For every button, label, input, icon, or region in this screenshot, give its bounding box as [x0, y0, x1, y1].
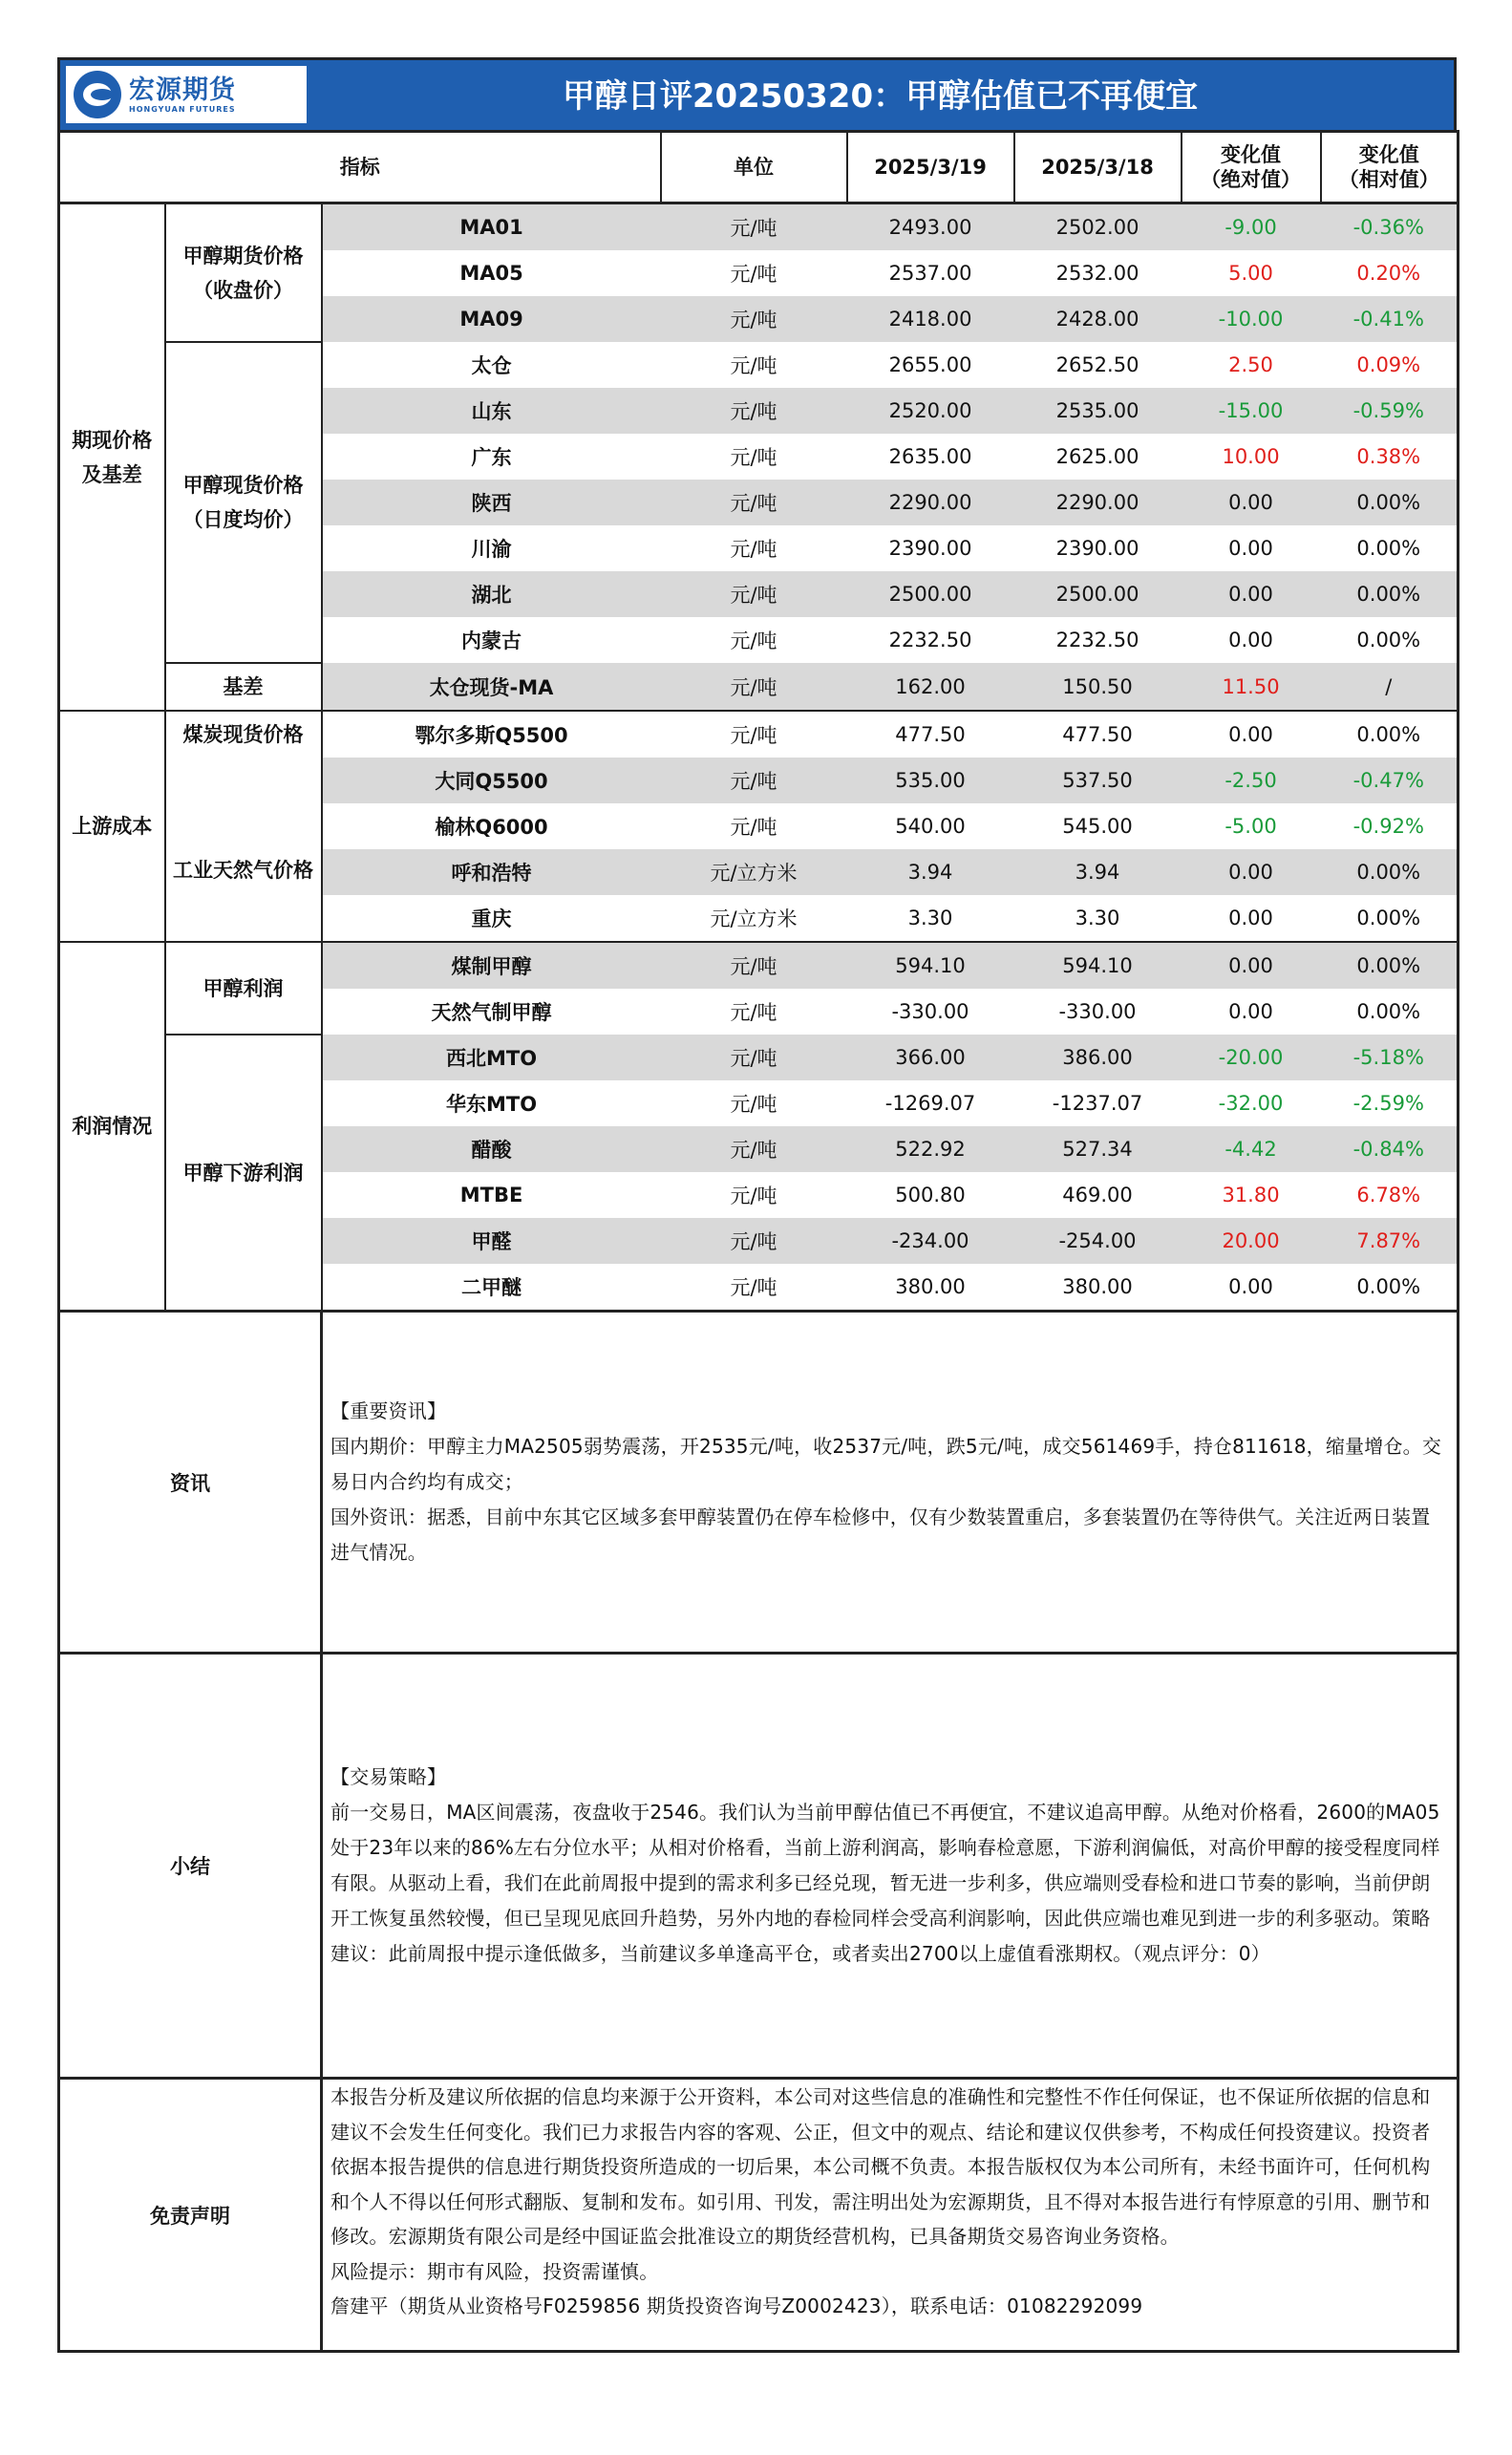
- row-unit: 元/吨: [730, 630, 777, 652]
- row-abs-change: -2.50: [1182, 758, 1321, 803]
- row-value-date1: -234.00: [847, 1218, 1014, 1264]
- group-coal: 煤炭现货价格: [165, 711, 322, 849]
- row-rel-change: 0.20%: [1356, 262, 1421, 285]
- row-value-date2: 2390.00: [1055, 537, 1139, 560]
- row-value-date1: 3.30: [907, 907, 953, 929]
- row-value-date1: 366.00: [847, 1035, 1014, 1080]
- row-abs-change: 0.00: [1228, 629, 1273, 651]
- row-value-date1: 3.94: [847, 849, 1014, 895]
- row-rel-change: 0.00%: [1321, 480, 1459, 525]
- row-value-date1: 162.00: [847, 663, 1014, 711]
- row-abs-change: -20.00: [1182, 1035, 1321, 1080]
- row-unit: 元/吨: [661, 1035, 847, 1080]
- disclaimer-content: [322, 2079, 1459, 2352]
- row-value-date2: 3.94: [1014, 849, 1182, 895]
- row-value-date1: 522.92: [847, 1126, 1014, 1172]
- row-rel-change: 0.00%: [1321, 942, 1459, 989]
- row-unit: 元/吨: [661, 663, 847, 711]
- row-unit: 元/吨: [661, 942, 847, 989]
- row-rel-change: 0.00%: [1321, 849, 1459, 895]
- row-rel-change: 0.38%: [1356, 445, 1421, 468]
- col-header-date2: 2025/3/18: [1014, 132, 1182, 203]
- row-name: 陕西: [322, 480, 661, 525]
- row-name: MA09: [322, 296, 661, 342]
- row-value-date1: 2418.00: [847, 296, 1014, 342]
- col-header-indicator: 指标: [59, 132, 661, 203]
- row-name: 二甲醚: [461, 1276, 522, 1299]
- row-abs-change: 0.00: [1182, 942, 1321, 989]
- news-label: 资讯: [59, 1312, 322, 1654]
- row-rel-change: 7.87%: [1321, 1218, 1459, 1264]
- news-domestic: 国内期价：甲醇主力MA2505弱势震荡，开2535元/吨，收2537元/吨，跌5元/吨，成交561469手，持仓811618，缩量增仓。交易日内合约均有成交；: [330, 1435, 1442, 1493]
- row-unit: 元/吨: [661, 1218, 847, 1264]
- row-name: 华东MTO: [445, 1093, 538, 1116]
- news-heading: 【重要资讯】: [330, 1399, 447, 1422]
- row-value-date2: 150.50: [1014, 663, 1182, 711]
- row-abs-change: 0.00: [1228, 1275, 1273, 1298]
- report-sheet: [57, 57, 1457, 2353]
- row-unit: 元/吨: [661, 388, 847, 434]
- row-unit: 元/立方米: [710, 907, 798, 930]
- row-name: 甲醛: [322, 1218, 661, 1264]
- row-unit: 元/吨: [661, 480, 847, 525]
- row-abs-change: 0.00: [1182, 480, 1321, 525]
- row-rel-change: 0.00%: [1356, 1000, 1421, 1023]
- row-value-date2: 2502.00: [1014, 203, 1182, 251]
- row-rel-change: -0.47%: [1321, 758, 1459, 803]
- risk-notice: 风险提示：期市有风险，投资需谨慎。: [330, 2259, 659, 2283]
- row-name: 天然气制甲醇: [431, 1001, 552, 1024]
- row-unit: 元/吨: [730, 263, 777, 286]
- company-logo: [66, 66, 307, 123]
- group-methanol-profit: 甲醇利润: [165, 942, 322, 1035]
- row-value-date2: 2652.50: [1055, 353, 1139, 376]
- row-value-date2: 2532.00: [1055, 262, 1139, 285]
- row-abs-change: 0.00: [1228, 537, 1273, 560]
- row-name: 呼和浩特: [322, 849, 661, 895]
- group-futures: 甲醇期货价格（收盘价）: [165, 203, 322, 343]
- row-value-date2: -1237.07: [1052, 1092, 1143, 1115]
- row-rel-change: 0.00%: [1356, 723, 1421, 746]
- row-abs-change: 0.00: [1182, 571, 1321, 617]
- news-content: [322, 1312, 1459, 1654]
- row-rel-change: -0.92%: [1352, 815, 1424, 838]
- row-value-date2: 469.00: [1062, 1184, 1133, 1206]
- row-unit: 元/吨: [730, 724, 777, 747]
- row-unit: 元/吨: [661, 758, 847, 803]
- title-bar: [57, 57, 1457, 130]
- row-abs-change: 5.00: [1228, 262, 1273, 285]
- logo-icon: [74, 71, 121, 118]
- row-value-date1: 2500.00: [847, 571, 1014, 617]
- row-abs-change: 0.00: [1182, 849, 1321, 895]
- row-name: 大同Q5500: [322, 758, 661, 803]
- row-rel-change: 0.00%: [1356, 629, 1421, 651]
- summary-heading: 【交易策略】: [330, 1765, 447, 1788]
- row-name: 西北MTO: [322, 1035, 661, 1080]
- row-abs-change: 20.00: [1182, 1218, 1321, 1264]
- row-value-date2: 2535.00: [1014, 388, 1182, 434]
- row-rel-change: 0.09%: [1356, 353, 1421, 376]
- row-abs-change: 2.50: [1228, 353, 1273, 376]
- row-rel-change: -0.59%: [1321, 388, 1459, 434]
- report-title: 甲醇日评20250320：甲醇估值已不再便宜: [562, 77, 1199, 116]
- table-row: [59, 663, 1459, 711]
- row-value-date1: 2290.00: [847, 480, 1014, 525]
- logo-name-en: HONGYUAN FUTURES: [129, 104, 236, 114]
- row-abs-change: 0.00: [1228, 907, 1273, 929]
- row-rel-change: -5.18%: [1321, 1035, 1459, 1080]
- row-unit: 元/吨: [730, 538, 777, 561]
- row-value-date2: -254.00: [1014, 1218, 1182, 1264]
- row-unit: 元/吨: [730, 1185, 777, 1207]
- row-unit: 元/吨: [730, 1276, 777, 1299]
- row-rel-change: -2.59%: [1352, 1092, 1424, 1115]
- data-table: [57, 130, 1459, 2353]
- row-value-date2: 545.00: [1062, 815, 1133, 838]
- row-name: 山东: [322, 388, 661, 434]
- table-row: [59, 849, 1459, 895]
- row-value-date1: -330.00: [891, 1000, 969, 1023]
- row-value-date2: 380.00: [1062, 1275, 1133, 1298]
- row-abs-change: -9.00: [1182, 203, 1321, 251]
- summary-content: [322, 1654, 1459, 2079]
- table-row: [59, 342, 1459, 388]
- row-abs-change: 31.80: [1222, 1184, 1280, 1206]
- row-value-date1: -1269.07: [884, 1092, 976, 1115]
- section-upstream: 上游成本: [59, 711, 165, 942]
- row-value-date1: 2390.00: [888, 537, 972, 560]
- row-value-date1: 2655.00: [888, 353, 972, 376]
- row-name: 湖北: [322, 571, 661, 617]
- row-rel-change: -0.84%: [1321, 1126, 1459, 1172]
- disclaimer-label: 免责声明: [59, 2079, 322, 2352]
- row-value-date1: 477.50: [895, 723, 966, 746]
- row-name: 煤制甲醇: [322, 942, 661, 989]
- row-name: 川渝: [471, 538, 512, 561]
- row-value-date2: 2290.00: [1014, 480, 1182, 525]
- row-rel-change: 6.78%: [1356, 1184, 1421, 1206]
- table-row: [59, 203, 1459, 251]
- summary-body: 前一交易日，MA区间震荡，夜盘收于2546。我们认为当前甲醇估值已不再便宜，不建议追高甲醇。从绝对价格看，2600的MA05处于23年以来的86%左右分位水平；从相对价格看，当前上游利润高，影响春检意愿，下游利润偏低，对高价甲醇的接受程度同样有限。从驱动上看，我们在此前周报中提到的需求利多已经兑现，暂无进一步利多，供应端则受春检和进口节奏的影响，当前伊朗开工恢复虽然较慢，但已呈现见底回升趋势，另外内地的春检同样会受高利润影响，因此供应端也难见到进一步的利多驱动。策略建议：此前周报中提示逢低做多，当前建议多单逢高平仓，或者卖出2700以上虚值看涨期权。（观点评分：0）: [330, 1801, 1440, 1965]
- row-abs-change: 0.00: [1228, 1000, 1273, 1023]
- section-spot-basis: 期现价格及基差: [59, 203, 165, 712]
- row-value-date2: 527.34: [1014, 1126, 1182, 1172]
- row-name: 太仓现货-MA: [322, 663, 661, 711]
- logo-name-cn: 宏源期货: [129, 75, 236, 105]
- group-gas: 工业天然气价格: [165, 849, 322, 942]
- row-value-date2: 2625.00: [1055, 445, 1139, 468]
- row-value-date2: 3.30: [1075, 907, 1120, 929]
- row-rel-change: 0.00%: [1356, 1275, 1421, 1298]
- table-row: [59, 711, 1459, 758]
- row-name: 鄂尔多斯Q5500: [415, 724, 568, 747]
- author-info: 詹建平（期货从业资格号F0259856 期货投资咨询号Z0002423），联系电话：01082292099: [330, 2295, 1143, 2317]
- row-name: MA05: [459, 262, 523, 285]
- row-value-date2: 2428.00: [1014, 296, 1182, 342]
- row-value-date1: 540.00: [895, 815, 966, 838]
- row-rel-change: 0.00%: [1321, 571, 1459, 617]
- row-value-date2: 537.50: [1014, 758, 1182, 803]
- row-value-date1: 2537.00: [888, 262, 972, 285]
- table-row: [59, 1035, 1459, 1080]
- row-name: 醋酸: [322, 1126, 661, 1172]
- row-value-date1: 500.80: [895, 1184, 966, 1206]
- row-unit: 元/吨: [730, 354, 777, 377]
- section-profit: 利润情况: [59, 942, 165, 1312]
- col-header-unit: 单位: [661, 132, 847, 203]
- row-unit: 元/吨: [730, 816, 777, 839]
- row-abs-change: -4.42: [1182, 1126, 1321, 1172]
- group-downstream-profit: 甲醇下游利润: [165, 1035, 322, 1312]
- row-value-date1: 380.00: [895, 1275, 966, 1298]
- row-name: 太仓: [471, 354, 512, 377]
- row-unit: 元/吨: [661, 571, 847, 617]
- col-header-date1: 2025/3/19: [847, 132, 1014, 203]
- disclaimer-body: 本报告分析及建议所依据的信息均来源于公开资料，本公司对这些信息的准确性和完整性不作任何保证，也不保证所依据的信息和建议不会发生任何变化。我们已力求报告内容的客观、公正，但文中的观点、结论和建议仅供参考，不构成任何投资建议。投资者依据本报告提供的信息进行期货投资所造成的一切后果，本公司概不负责。本报告版权仅为本公司所有，未经书面许可，任何机构和个人不得以任何形式翻版、复制和发布。如引用、刊发，需注明出处为宏源期货，且不得对本报告进行有悖原意的引用、删节和修改。宏源期货有限公司是经中国证监会批准设立的期货经营机构，已具备期货交易咨询业务资格。: [330, 2085, 1431, 2248]
- row-value-date1: 2520.00: [847, 388, 1014, 434]
- row-abs-change: 10.00: [1222, 445, 1280, 468]
- table-header-row: [59, 132, 1459, 203]
- row-value-date1: 2635.00: [888, 445, 972, 468]
- row-abs-change: -10.00: [1182, 296, 1321, 342]
- row-unit: 元/立方米: [661, 849, 847, 895]
- col-header-abs-change: 变化值 （绝对值）: [1182, 132, 1321, 203]
- row-name: 榆林Q6000: [435, 816, 548, 839]
- row-value-date1: 2493.00: [847, 203, 1014, 251]
- row-unit: 元/吨: [730, 1001, 777, 1024]
- row-value-date2: 594.10: [1014, 942, 1182, 989]
- row-value-date1: 2232.50: [888, 629, 972, 651]
- row-abs-change: -32.00: [1218, 1092, 1284, 1115]
- row-value-date2: 477.50: [1062, 723, 1133, 746]
- row-rel-change: 0.00%: [1356, 537, 1421, 560]
- row-unit: 元/吨: [730, 1093, 777, 1116]
- row-unit: 元/吨: [730, 446, 777, 469]
- row-rel-change: 0.00%: [1356, 907, 1421, 929]
- group-basis: 基差: [165, 663, 322, 711]
- row-value-date2: 2232.50: [1055, 629, 1139, 651]
- row-value-date2: 386.00: [1014, 1035, 1182, 1080]
- row-unit: 元/吨: [661, 203, 847, 251]
- row-abs-change: -15.00: [1182, 388, 1321, 434]
- row-rel-change: -0.41%: [1321, 296, 1459, 342]
- row-name: 内蒙古: [461, 630, 522, 652]
- row-name: MTBE: [459, 1184, 523, 1206]
- row-unit: 元/吨: [661, 1126, 847, 1172]
- row-value-date2: -330.00: [1058, 1000, 1137, 1023]
- disclaimer-section: [59, 2079, 1459, 2352]
- row-rel-change: /: [1321, 663, 1459, 711]
- row-unit: 元/吨: [661, 296, 847, 342]
- news-foreign: 国外资讯：据悉，目前中东其它区域多套甲醇装置仍在停车检修中，仅有少数装置重启，多套装置仍在等待供气。关注近两日装置进气情况。: [330, 1505, 1431, 1564]
- row-name: MA01: [322, 203, 661, 251]
- table-row: [59, 942, 1459, 989]
- row-name: 重庆: [471, 907, 512, 930]
- group-spot: 甲醇现货价格（日度均价）: [165, 342, 322, 663]
- news-section: [59, 1312, 1459, 1654]
- row-value-date1: 594.10: [847, 942, 1014, 989]
- row-name: 广东: [471, 446, 512, 469]
- row-value-date2: 2500.00: [1014, 571, 1182, 617]
- row-value-date1: 535.00: [847, 758, 1014, 803]
- summary-section: [59, 1654, 1459, 2079]
- row-abs-change: 0.00: [1228, 723, 1273, 746]
- row-abs-change: 11.50: [1182, 663, 1321, 711]
- row-abs-change: -5.00: [1225, 815, 1277, 838]
- col-header-rel-change: 变化值 （相对值）: [1338, 143, 1439, 191]
- row-rel-change: -0.36%: [1321, 203, 1459, 251]
- summary-label: 小结: [59, 1654, 322, 2079]
